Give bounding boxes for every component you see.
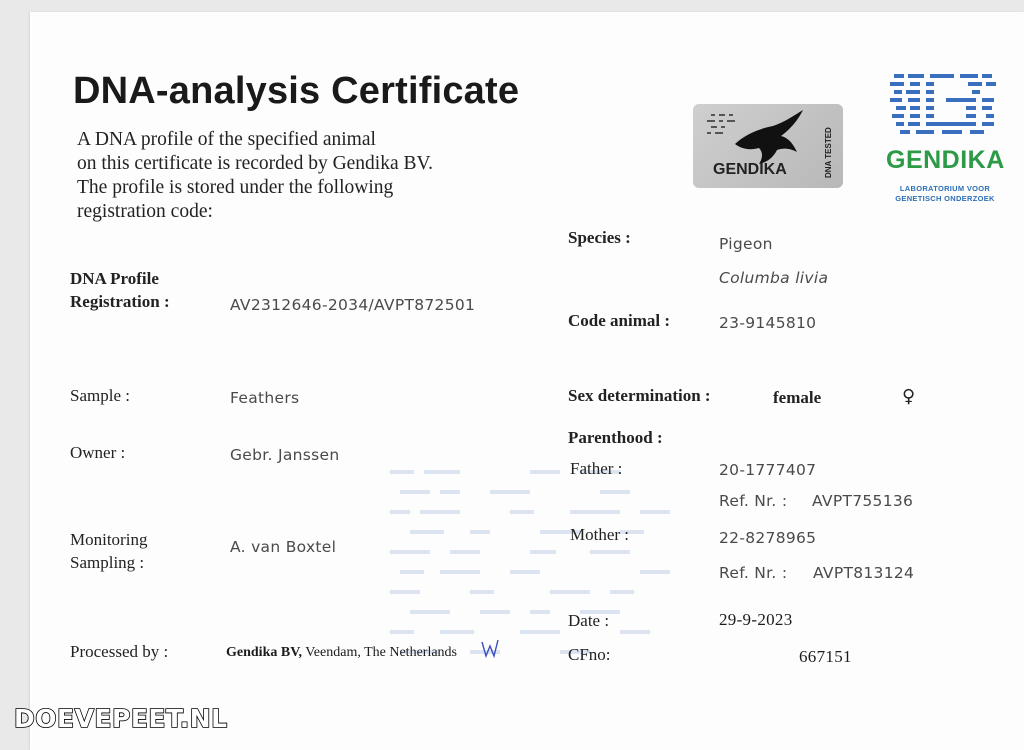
code-animal-label: Code animal : — [568, 311, 670, 330]
sample-value: Feathers — [230, 389, 300, 407]
species-value: Pigeon — [719, 235, 773, 253]
cfno-label: CFno: — [568, 645, 611, 664]
registration-label: DNA Profile — [70, 269, 159, 288]
sample-label: Sample : — [70, 386, 130, 405]
owner-label: Owner : — [70, 443, 126, 462]
species-label: Species : — [568, 228, 631, 247]
mother-label: Mother : — [570, 525, 630, 544]
handwritten-mark — [480, 638, 500, 660]
intro-line: A DNA profile of the specified animal — [77, 129, 376, 150]
svg-text:GENDIKA: GENDIKA — [713, 161, 787, 178]
female-symbol-icon: ♀ — [902, 386, 916, 407]
gendika-logo — [886, 70, 1004, 210]
registration-value: AV2312646-2034/AVPT872501 — [230, 296, 476, 314]
eagle-icon — [693, 104, 843, 188]
intro-line: on this certificate is recorded by Gendika BV. — [77, 153, 433, 174]
parenthood-label: Parenthood : — [568, 428, 663, 447]
monitoring-label: Sampling : — [70, 553, 145, 572]
dna-tested-badge — [693, 104, 843, 188]
father-label: Father : — [570, 459, 623, 478]
dna-watermark-icon — [380, 460, 710, 670]
cfno-value: 667151 — [799, 647, 852, 666]
sex-value: female — [773, 388, 822, 407]
doevepeet-watermark: DOEVEPEET.NL — [14, 704, 228, 733]
monitoring-value: A. van Boxtel — [230, 538, 337, 556]
gendika-g-mark-icon — [886, 70, 1004, 142]
species-latin-value: Columba livia — [719, 269, 829, 287]
svg-text:DNA TESTED: DNA TESTED — [824, 127, 833, 178]
logo-name: GENDIKA — [886, 146, 1005, 174]
monitoring-label: Monitoring — [70, 530, 148, 549]
date-label: Date : — [568, 611, 610, 630]
sex-determination-label: Sex determination : — [568, 386, 711, 405]
father-value: 20-1777407 — [719, 461, 817, 479]
father-ref-label: Ref. Nr. : — [719, 492, 788, 510]
date-value: 29-9-2023 — [719, 610, 793, 629]
intro-text — [77, 128, 497, 224]
father-ref-value: AVPT755136 — [812, 492, 914, 510]
owner-value: Gebr. Janssen — [230, 446, 340, 464]
processed-value: Gendika BV, Veendam, The Netherlands — [226, 645, 457, 660]
mother-ref-label: Ref. Nr. : — [719, 564, 788, 582]
mother-ref-value: AVPT813124 — [813, 564, 915, 582]
intro-line: registration code: — [77, 201, 213, 222]
mother-value: 22-8278965 — [719, 529, 817, 547]
processed-label: Processed by : — [70, 642, 169, 661]
registration-label: Registration : — [70, 292, 170, 311]
code-animal-value: 23-9145810 — [719, 314, 817, 332]
logo-subtitle: LABORATORIUM VOOR GENETISCH ONDERZOEK — [895, 184, 995, 203]
certificate-title: DNA-analysis Certificate — [73, 70, 520, 112]
intro-line: The profile is stored under the following — [77, 177, 394, 198]
